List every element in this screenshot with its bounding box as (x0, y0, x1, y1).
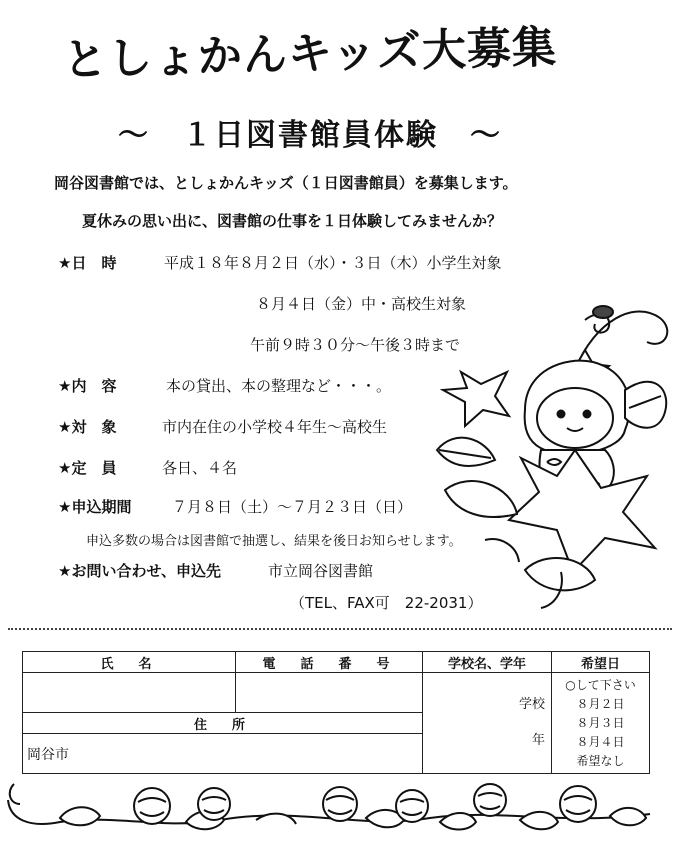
target-label: ★対 象 (58, 418, 117, 436)
address-field[interactable] (23, 734, 423, 774)
phone-header: 電 話 番 号 (236, 652, 423, 673)
period-label: ★申込期間 (58, 498, 132, 516)
date-label: ★日 時 (58, 254, 117, 272)
wish-option-none[interactable]: 希望なし (576, 753, 625, 768)
page-title: としょかんキッズ大募集 (62, 22, 558, 86)
wish-note: ○して下さい (565, 677, 636, 692)
page-subtitle: ～ １日図書館員体験 ～ (118, 118, 502, 153)
capacity-label: ★定 員 (58, 459, 117, 477)
school-field[interactable] (423, 673, 552, 774)
wish-date-field[interactable] (552, 673, 650, 774)
cut-line-divider (8, 628, 672, 630)
application-form (22, 651, 650, 774)
capacity-value: 各日、４名 (162, 459, 238, 477)
date-secondary: ８月４日（金）中・高校生対象 (256, 295, 467, 313)
wish-option-aug2[interactable]: ８月２日 (576, 696, 625, 711)
school-header: 学校名、学年 (423, 652, 552, 673)
time-range: 午前９時３０分～午後３時まで (250, 336, 461, 354)
name-field[interactable] (23, 673, 236, 713)
address-prefix: 岡谷市 (27, 746, 69, 763)
fairy-flower-illustration (425, 300, 675, 610)
grade-label: 年 (531, 733, 545, 748)
content-label: ★内 容 (58, 377, 117, 395)
period-value: ７月８日（土）～７月２３日（日） (172, 498, 413, 516)
tel-fax: （TEL、FAX可 22-2031） (290, 594, 483, 612)
wish-option-aug4[interactable]: ８月４日 (576, 734, 625, 749)
contact-value: 市立岡谷図書館 (268, 562, 374, 580)
intro-line-1: 岡谷図書館では、としょかんキッズ（１日図書館員）を募集します。 (54, 174, 518, 192)
target-value: 市内在住の小学校４年生～高校生 (162, 418, 388, 436)
school-label: 学校 (518, 697, 545, 712)
wish-option-aug3[interactable]: ８月３日 (576, 715, 625, 730)
morning-glory-vine-border (0, 770, 680, 840)
address-header: 住 所 (23, 713, 423, 734)
date-elementary: 平成１８年８月２日（水）・３日（木）小学生対象 (164, 254, 502, 272)
contact-label: ★お問い合わせ、申込先 (58, 562, 221, 580)
lottery-note: 申込多数の場合は図書館で抽選し、結果を後日お知らせします。 (86, 534, 462, 549)
name-header: 氏 名 (23, 652, 236, 673)
content-value: 本の貸出、本の整理など・・・。 (166, 377, 392, 395)
intro-line-2: 夏休みの思い出に、図書館の仕事を１日体験してみませんか？ (82, 212, 503, 230)
form-header-row (23, 652, 650, 673)
wish-header: 希望日 (552, 652, 650, 673)
phone-field[interactable] (236, 673, 423, 713)
